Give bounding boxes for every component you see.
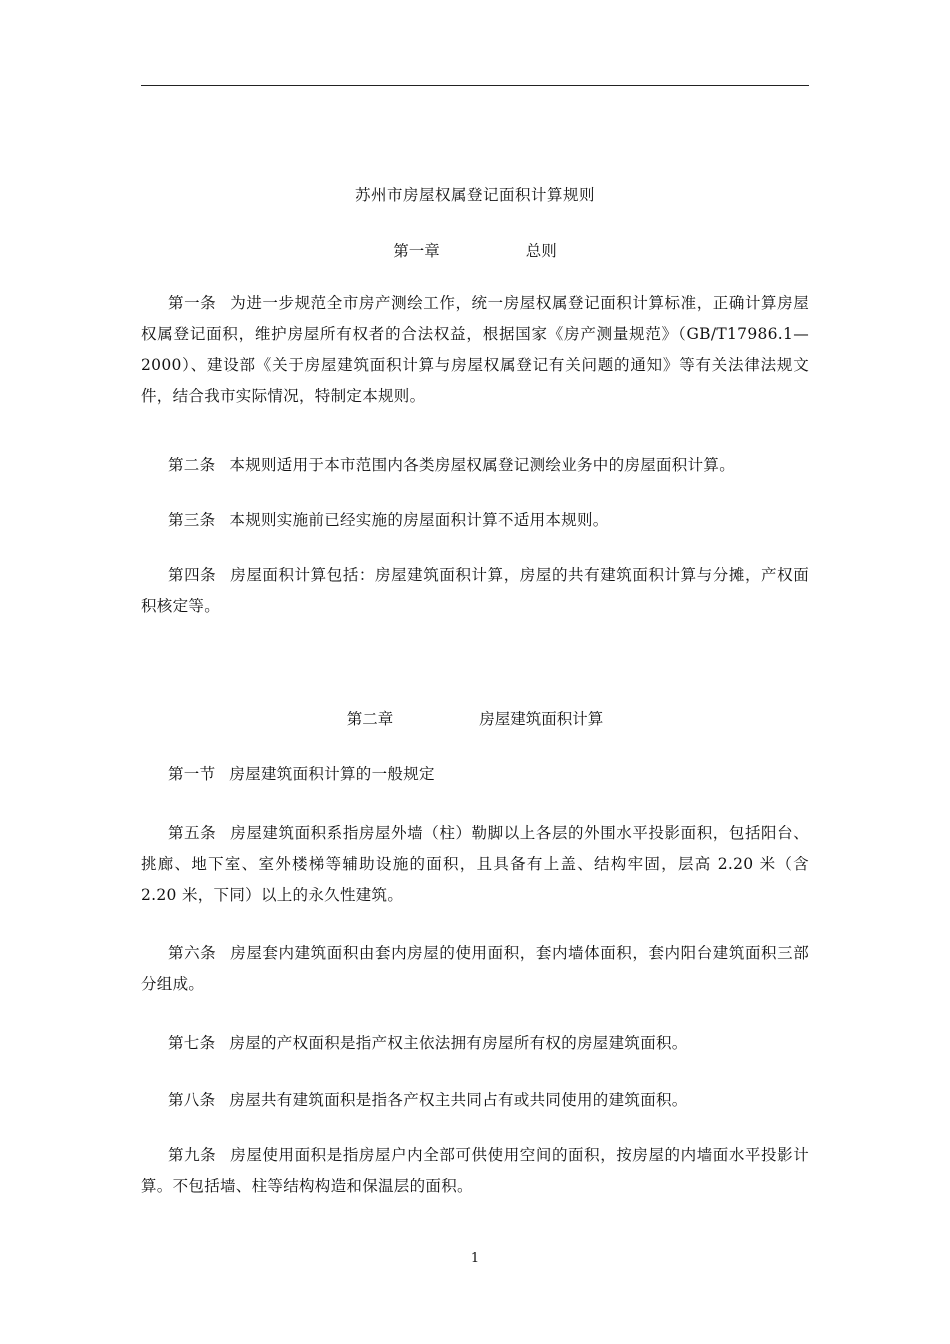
chapter-2-number: 第二章 (346, 710, 394, 728)
header-rule (141, 85, 809, 86)
article-1-label: 第一条 (168, 294, 217, 312)
article-2-label: 第二条 (168, 456, 216, 474)
article-2-text: 本规则适用于本市范围内各类房屋权属登记测绘业务中的房屋面积计算。 (229, 456, 736, 474)
article-5 (141, 818, 809, 911)
page-number: 1 (470, 1251, 480, 1266)
article-7-text: 房屋的产权面积是指产权主依法拥有房屋所有权的房屋建筑面积。 (229, 1034, 688, 1052)
article-6-label: 第六条 (168, 944, 217, 962)
article-5-text: 房屋建筑面积系指房屋外墙（柱）勒脚以上各层的外围水平投影面积，包括阳台、挑廊、地下室、室外楼梯等辅助设施的面积，且具备有上盖、结构牢固，层高 2.20 米（含 2.20 米，下同）以上的永久性建筑。 (141, 824, 809, 904)
article-4 (141, 560, 809, 622)
document-title: 苏州市房屋权属登记面积计算规则 (354, 186, 595, 204)
article-3-label: 第三条 (168, 511, 216, 529)
article-9 (141, 1140, 809, 1202)
article-6-text: 房屋套内建筑面积由套内房屋的使用面积，套内墙体面积，套内阳台建筑面积三部分组成。 (141, 944, 809, 993)
article-5-label: 第五条 (168, 824, 217, 842)
chapter-2-name: 房屋建筑面积计算 (479, 710, 604, 728)
article-2 (141, 450, 809, 481)
section-1-label: 第一节 (168, 765, 216, 783)
article-9-text: 房屋使用面积是指房屋户内全部可供使用空间的面积，按房屋的内墙面水平投影计算。不包括墙、柱等结构构造和保温层的面积。 (141, 1146, 809, 1195)
chapter-1-heading (141, 240, 809, 262)
article-3 (141, 505, 809, 536)
chapter-2-heading (141, 708, 809, 730)
article-9-label: 第九条 (168, 1146, 217, 1164)
article-7-label: 第七条 (168, 1034, 216, 1052)
article-8-text: 房屋共有建筑面积是指各产权主共同占有或共同使用的建筑面积。 (229, 1091, 688, 1109)
article-8-label: 第八条 (168, 1091, 216, 1109)
article-8 (141, 1085, 809, 1116)
chapter-1-name: 总则 (525, 242, 557, 260)
article-4-label: 第四条 (168, 566, 217, 584)
section-1-text: 房屋建筑面积计算的一般规定 (229, 765, 435, 783)
article-7 (141, 1028, 809, 1059)
article-4-text: 房屋面积计算包括：房屋建筑面积计算，房屋的共有建筑面积计算与分摊，产权面积核定等。 (141, 566, 809, 615)
section-1 (141, 759, 809, 790)
article-1 (141, 288, 809, 412)
chapter-1-number: 第一章 (393, 242, 440, 260)
article-3-text: 本规则实施前已经实施的房屋面积计算不适用本规则。 (229, 511, 609, 529)
article-1-text: 为进一步规范全市房产测绘工作，统一房屋权属登记面积计算标准，正确计算房屋权属登记面积，维护房屋所有权者的合法权益，根据国家《房产测量规范》（GB/T17986.1—2000）、建设部《关于房屋建筑面积计算与房屋权属登记有关问题的通知》等有关法律法规文件，结合我市实际情况，特制定本规则。 (141, 294, 809, 405)
article-6 (141, 938, 809, 1000)
